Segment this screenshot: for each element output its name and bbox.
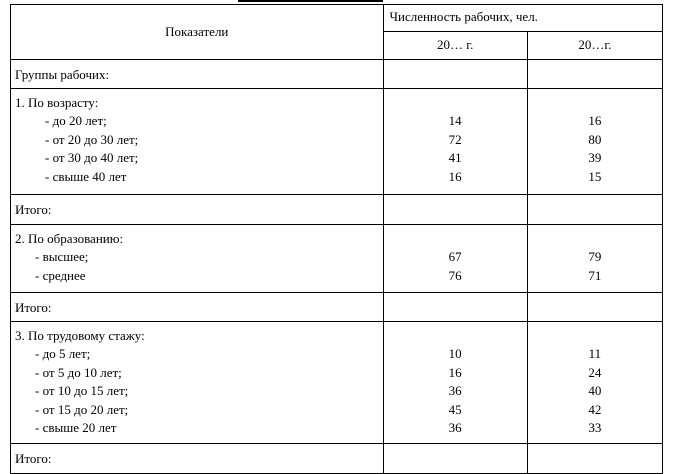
cell-value: 36 xyxy=(448,420,462,435)
cell-value: 72 xyxy=(448,131,462,147)
cell-value: 80 xyxy=(588,131,602,147)
cell-value: 36 xyxy=(448,383,462,398)
empty-cell xyxy=(527,60,662,89)
row-label: - от 10 до 15 лет; xyxy=(35,383,129,398)
cell-value: 42 xyxy=(588,401,602,417)
empty-cell xyxy=(383,194,527,224)
section-title: 3. По трудовому стажу: xyxy=(15,327,145,343)
section-education-year2 xyxy=(527,224,662,292)
cell-value: 24 xyxy=(588,364,602,380)
cell-value: 45 xyxy=(448,401,462,417)
cell-value: 71 xyxy=(588,267,602,283)
total-label: Итого: xyxy=(11,194,384,224)
section-age-year1 xyxy=(383,88,527,194)
cell-value: 14 xyxy=(448,113,462,128)
cell-value: 41 xyxy=(448,150,462,165)
empty-cell xyxy=(527,194,662,224)
row-label: - от 15 до 20 лет; xyxy=(35,401,129,417)
header-indicators: Показатели xyxy=(11,5,384,60)
cell-value: 16 xyxy=(588,113,602,128)
cell-value: 39 xyxy=(588,150,602,165)
row-label: - до 5 лет; xyxy=(35,346,91,361)
cell-value: 16 xyxy=(448,168,462,184)
row-label: - высшее; xyxy=(35,249,89,264)
total-label: Итого: xyxy=(11,443,384,473)
row-label: - свыше 20 лет xyxy=(35,420,117,435)
workers-table xyxy=(10,4,663,474)
table-top-rule xyxy=(238,0,383,2)
section-education-year1 xyxy=(383,224,527,292)
cell-value: 76 xyxy=(448,267,462,283)
empty-cell xyxy=(383,443,527,473)
row-label: - свыше 40 лет xyxy=(45,168,127,184)
empty-cell xyxy=(527,292,662,321)
section-title: 2. По образованию: xyxy=(15,230,124,246)
cell-value: 40 xyxy=(588,383,602,398)
cell-value: 10 xyxy=(448,346,462,361)
cell-value: 16 xyxy=(448,364,462,380)
row-label: - от 5 до 10 лет; xyxy=(35,364,122,380)
empty-cell xyxy=(383,60,527,89)
cell-value: 79 xyxy=(588,249,602,264)
section-title: 1. По возрасту: xyxy=(15,94,99,110)
empty-cell xyxy=(383,292,527,321)
header-year-2: 20…г. xyxy=(527,32,662,60)
section-experience xyxy=(11,321,384,443)
section-age-year2 xyxy=(527,88,662,194)
row-label: - от 20 до 30 лет; xyxy=(45,131,139,147)
row-label: - от 30 до 40 лет; xyxy=(45,150,139,165)
cell-value: 67 xyxy=(448,249,462,264)
header-year-1: 20… г. xyxy=(383,32,527,60)
empty-cell xyxy=(527,443,662,473)
groups-title: Группы рабочих: xyxy=(11,60,384,89)
row-label: - среднее xyxy=(35,267,86,283)
cell-value: 11 xyxy=(588,346,602,361)
total-label: Итого: xyxy=(11,292,384,321)
header-workers-count: Численность рабочих, чел. xyxy=(383,5,662,32)
section-experience-year1 xyxy=(383,321,527,443)
section-age xyxy=(11,88,384,194)
row-label: - до 20 лет; xyxy=(45,113,107,128)
section-education xyxy=(11,224,384,292)
cell-value: 33 xyxy=(588,420,602,435)
section-experience-year2 xyxy=(527,321,662,443)
cell-value: 15 xyxy=(588,168,602,184)
